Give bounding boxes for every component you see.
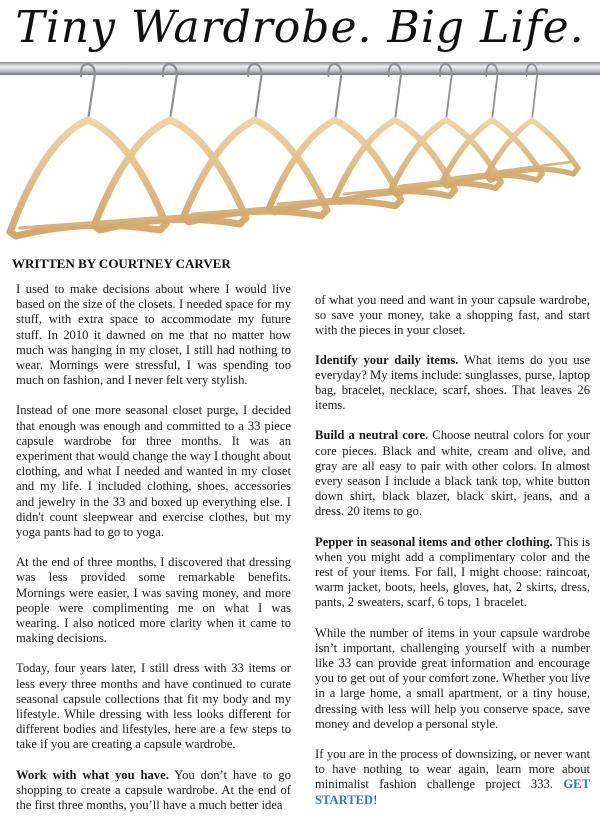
get-started-link[interactable]: GET STARTED (315, 777, 590, 807)
step-heading: Pepper in seasonal items and other clothing. (315, 534, 553, 549)
hanger-1 (10, 64, 166, 236)
article-column-left (16, 282, 291, 828)
paragraph: At the end of three months, I discovered that dressing was less provided some remarkable benefits. Mornings were easier, I was saving money, and more people were complimenting me on what I was wearing. I also noticed more clarity when it came to making decisions. (16, 555, 291, 646)
paragraph: Today, four years later, I still dress with 33 items or less every three months and have continued to curate seasonal capsule collections that fit my body and my lifestyle. While dressing with less looks different for different bodies and lifestyles, here are a few steps to take if you are creating a capsule wardrobe. (16, 661, 291, 752)
banner-title: Tiny Wardrobe. Big Life. (15, 2, 585, 53)
paragraph: Identify your daily items. What items do you use everyday? My items include: sunglasses, purse, laptop bag, bracelet, necklace, scarf, shoes. That leaves 26 items. (315, 352, 590, 413)
paragraph: Instead of one more seasonal closet purge, I decided that enough was enough and committed to a 33 piece capsule wardrobe for three months. It was an experiment that would change the way I thought about clothing, and what I needed and wanted in my closet and my life. I included clothing, shoes, accessories and jewelry in the 33 and boxed up everything else. I didn't count sleepwear and exercise clothes, but my yoga pants had to go to yoga. (16, 403, 291, 540)
paragraph: of what you need and want in your capsule wardrobe, so save your money, take a shopping fast, and start with the pieces in your closet. (315, 293, 590, 338)
paragraph: If you are in the process of downsizing, or never want to have nothing to wear again, learn more about minimalist fashion challenge project 333. GET STARTED! (315, 747, 590, 807)
paragraph: Work with what you have. You don’t have to go shopping to create a capsule wardrobe. At the end of the first three months, you’ll have a much better idea (16, 767, 291, 813)
paragraph: I used to make decisions about where I would live based on the size of the closets. I needed space for my stuff, with extra space to accommodate my future stuff. In 2010 it dawned on me that no matter how much was hanging in my closet, I still had nothing to wear. Mornings were stressful, I was spending too much on fashion, and I never felt very stylish. (16, 282, 291, 388)
paragraph: Build a neutral core. Choose neutral colors for your core pieces. Black and white, cream and olive, and gray are all easy to pair with other colors. In almost every season I include a black tank top, white button down shirt, black blazer, black skirt, jeans, and a dress. 20 items to go. (315, 428, 590, 519)
step-heading: Work with what you have. (16, 767, 169, 782)
step-heading: Identify your daily items. (315, 352, 459, 367)
paragraph: While the number of items in your capsule wardrobe isn’t important, challenging yourself with a number like 33 can provide great information and encourage you to get out of your comfort zone. Whether you live in a large home, a small apartment, or a tiny house, dressing with less will help you conserve space, save money and develop a personal style. (315, 625, 590, 731)
step-heading: Build a neutral core. (315, 428, 429, 443)
article-column-right (315, 293, 590, 823)
paragraph: Pepper in seasonal items and other clothing. This is when you might add a complimentary color and the rest of your items. For fall, I might choose: raincoat, warm jacket, boots, heels, gloves, hat, 2 skirts, dress, pants, 2 sweaters, scarf, 6 tops, 1 bracelet. (315, 534, 590, 610)
hero-banner (0, 0, 600, 255)
author-byline: WRITTEN BY COURTNEY CARVER (12, 256, 231, 271)
